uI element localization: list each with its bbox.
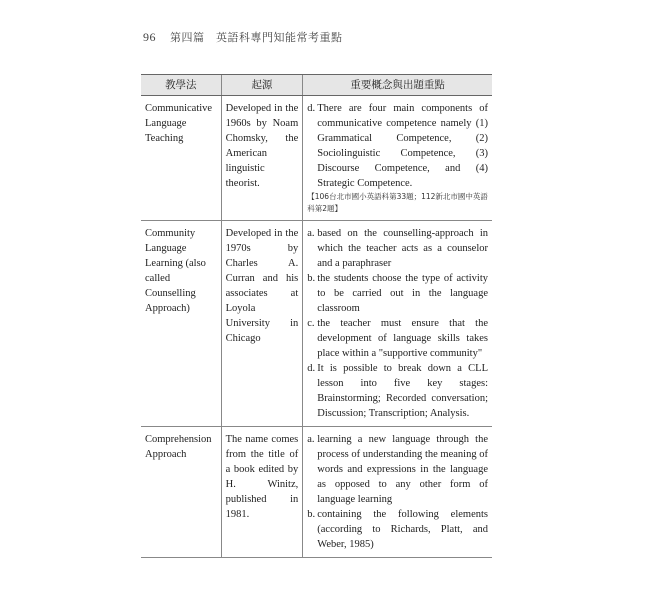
item-text: based on the counselling-approach in which the teacher acts as a counselor and a paraphraser (317, 228, 488, 269)
item-text: It is possible to break down a CLL lesson into five key stages: Brainstorming; Recorded conversation; Discussion; Transcription; Analysis. (317, 363, 488, 419)
list-item (307, 361, 488, 421)
item-marker: c. (307, 318, 315, 329)
table-row (141, 96, 492, 221)
column-header-origin: 起源 (221, 75, 303, 96)
origin-cell: The name comes from the title of a book edited by H. Winitz, published in 1981. (221, 427, 303, 558)
item-text: the students choose the type of activity to be carried out in the language classroom (317, 273, 488, 314)
list-item (307, 271, 488, 316)
methods-table (141, 74, 492, 558)
points-cell (303, 96, 492, 221)
table-row (141, 427, 492, 558)
method-cell: Communicative Language Teaching (141, 96, 221, 221)
item-text: There are four main components of communicative competence namely (1) Grammatical Competence, (2) Sociolinguistic Competence, (3) Discourse Competence, and (4) Strategic Competence. (317, 103, 488, 189)
method-cell: Community Language Learning (also called Counselling Approach) (141, 221, 221, 427)
item-marker: a. (307, 228, 315, 239)
item-marker: a. (307, 434, 315, 445)
item-text: the teacher must ensure that the development of language skills takes place within a "supportive community" (317, 318, 488, 359)
list-item (307, 101, 488, 191)
item-marker: d. (307, 103, 316, 114)
item-marker: b. (307, 273, 316, 284)
points-cell (303, 427, 492, 558)
points-cell (303, 221, 492, 427)
column-header-method: 教學法 (141, 75, 221, 96)
chapter-title: 第四篇 英語科專門知能常考重點 (170, 31, 343, 44)
origin-cell: Developed in the 1960s by Noam Chomsky, the American linguistic theorist. (221, 96, 303, 221)
item-marker: b. (307, 509, 316, 520)
method-cell: Comprehension Approach (141, 427, 221, 558)
table-row (141, 221, 492, 427)
list-item (307, 226, 488, 271)
column-header-key-points: 重要概念與出題重點 (303, 75, 492, 96)
running-header (143, 29, 343, 45)
item-text: containing the following elements (according to Richards, Platt, and Weber, 1985) (317, 509, 488, 550)
item-text: learning a new language through the process of understanding the meaning of words and expressions in the language as opposed to any other form of language learning (317, 434, 488, 505)
exam-reference: 【106台北市國小英語科第33題；112新北市國中英語科第2題】 (307, 192, 488, 213)
table-header-row (141, 75, 492, 96)
page-number: 96 (143, 30, 156, 44)
list-item (307, 507, 488, 552)
item-marker: d. (307, 363, 316, 374)
list-item (307, 432, 488, 507)
origin-cell: Developed in the 1970s by Charles A. Curran and his associates at Loyola University in Chicago (221, 221, 303, 427)
list-item (307, 316, 488, 361)
